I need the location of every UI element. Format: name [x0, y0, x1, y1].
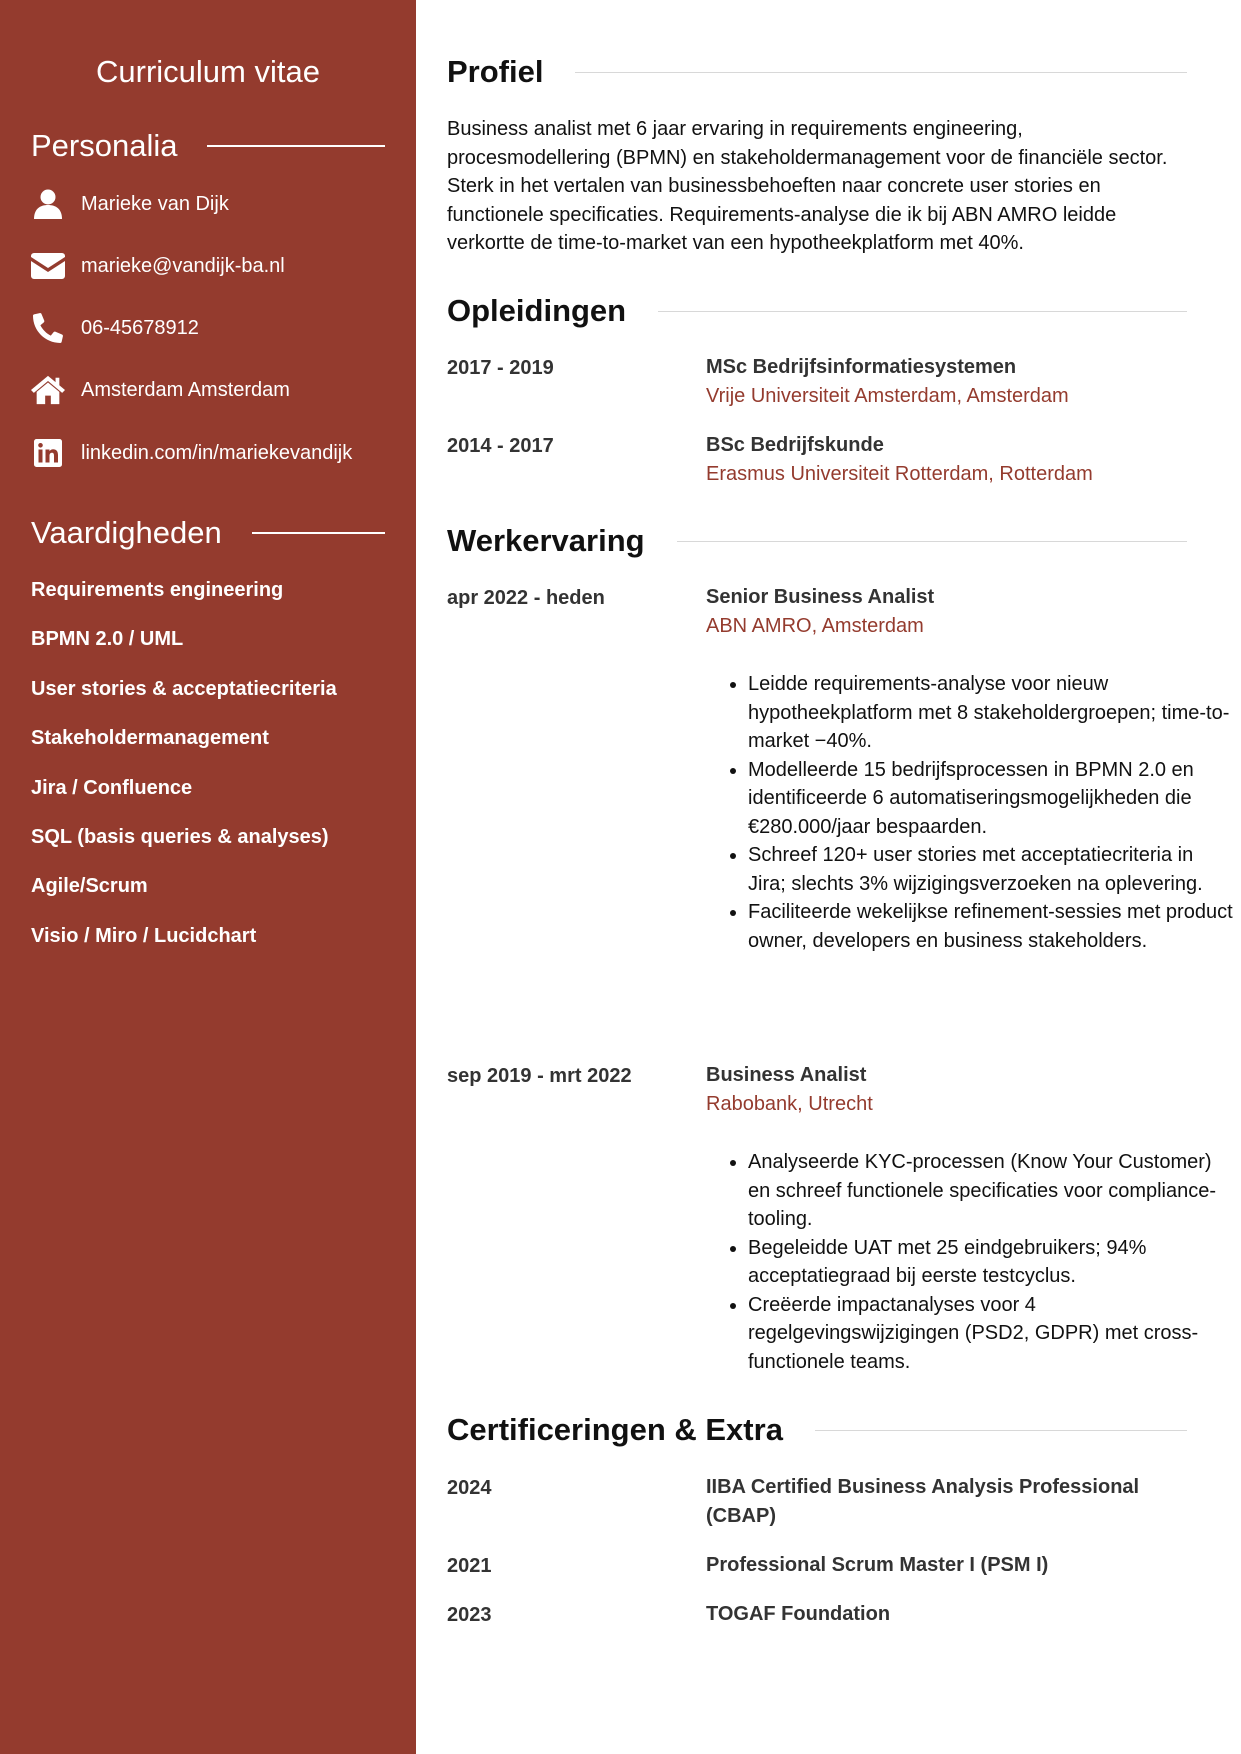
certifications-heading — [447, 1412, 1187, 1448]
education-heading-text: Opleidingen — [447, 293, 627, 328]
contact-name-text: Marieke van Dijk — [81, 192, 229, 215]
divider — [677, 541, 1187, 542]
bullet-item: • Begeleidde UAT met 25 eindgebruikers; 94% acceptatiegraad bij eerste testcyclus. — [748, 1234, 1233, 1291]
divider — [815, 1430, 1187, 1431]
home-icon — [31, 373, 65, 407]
bullet-item: • Creëerde impactanalyses voor 4 regelgevingswijzigingen (PSD2, GDPR) met cross-functionele teams. — [748, 1291, 1233, 1377]
experience-entry — [706, 583, 1191, 640]
bullet-item: • Analyseerde KYC-processen (Know Your Customer) en schreef functionele specificaties voor compliance-tooling. — [748, 1148, 1233, 1234]
education-entry — [706, 431, 1191, 488]
certification-entry — [706, 1551, 1191, 1580]
profile-heading — [447, 54, 1187, 90]
profile-text: Business analist met 6 jaar ervaring in requirements engineering, procesmodellering (BPMN) en stakeholdermanagement voor de financiële sector. Sterk in het vertalen van businessbehoeften naar concrete user stories en functionele specificaties. Requirements-analyse die ik bij ABN AMRO leidde verkortte de time-to-market van een hypotheekplatform met 40%. — [447, 118, 1168, 254]
bullet-item: • Faciliteerde wekelijkse refinement-sessies met product owner, developers en business stakeholders. — [748, 898, 1233, 955]
contact-phone-text[interactable]: 06-45678912 — [81, 316, 199, 339]
experience-entry — [706, 1061, 1191, 1118]
experience-period: apr 2022 - heden — [447, 587, 605, 609]
education-institution: Erasmus Universiteit Rotterdam, Rotterdam — [706, 462, 1093, 485]
certification-entry — [706, 1600, 1191, 1629]
certification-entry — [706, 1473, 1191, 1530]
profile-heading-text: Profiel — [447, 54, 544, 89]
contact-phone[interactable] — [31, 311, 199, 345]
education-period: 2014 - 2017 — [447, 435, 554, 457]
certification-title: Professional Scrum Master I (PSM I) — [706, 1554, 1049, 1576]
divider — [575, 72, 1187, 73]
skills-heading-text: Vaardigheden — [31, 515, 222, 550]
personalia-heading-text: Personalia — [31, 128, 178, 163]
skill-item: BPMN 2.0 / UML — [31, 628, 184, 650]
skill-item: Agile/Scrum — [31, 875, 148, 897]
certification-year: 2023 — [447, 1604, 492, 1626]
bullet-item: • Modelleerde 15 bedrijfsprocessen in BPMN 2.0 en identificeerde 6 automatiseringsmogelijkheden die €280.000/jaar bespaarden. — [748, 756, 1233, 842]
education-title: BSc Bedrijfskunde — [706, 434, 884, 456]
contact-email-text[interactable]: marieke@vandijk-ba.nl — [81, 254, 285, 277]
skill-item: Jira / Confluence — [31, 777, 193, 799]
skill-item: Requirements engineering — [31, 579, 284, 601]
job-title: Business Analist — [706, 1064, 867, 1086]
education-entry — [706, 353, 1191, 410]
contact-name — [31, 187, 229, 221]
linkedin-icon — [31, 436, 65, 470]
education-title: MSc Bedrijfsinformatiesystemen — [706, 356, 1017, 378]
job-bullets — [706, 670, 1233, 955]
education-heading — [447, 293, 1187, 329]
bullet-item: • Schreef 120+ user stories met acceptatiecriteria in Jira; slechts 3% wijzigingsverzoeken na oplevering. — [748, 841, 1233, 898]
divider — [207, 145, 385, 147]
skill-item: Stakeholdermanagement — [31, 727, 269, 749]
job-employer: ABN AMRO, Amsterdam — [706, 614, 924, 637]
phone-icon — [31, 311, 65, 345]
education-period: 2017 - 2019 — [447, 357, 554, 379]
sidebar — [0, 0, 416, 1754]
user-icon — [31, 187, 65, 221]
certification-year: 2024 — [447, 1477, 492, 1499]
skills-heading — [31, 515, 385, 551]
education-institution: Vrije Universiteit Amsterdam, Amsterdam — [706, 384, 1069, 407]
contact-address-text: Amsterdam Amsterdam — [81, 378, 290, 401]
certification-title: TOGAF Foundation — [706, 1603, 891, 1625]
personalia-heading — [31, 128, 385, 164]
skill-item: SQL (basis queries & analyses) — [31, 826, 329, 848]
job-title: Senior Business Analist — [706, 586, 935, 608]
certification-title: IIBA Certified Business Analysis Professional (CBAP) — [706, 1476, 1140, 1527]
certifications-heading-text: Certificeringen & Extra — [447, 1412, 783, 1447]
bullet-item: • Leidde requirements-analyse voor nieuw hypotheekplatform met 8 stakeholdergroepen; time-to-market −40%. — [748, 670, 1233, 756]
job-bullets — [706, 1148, 1233, 1376]
skill-item: Visio / Miro / Lucidchart — [31, 925, 257, 947]
envelope-icon — [31, 249, 65, 283]
contact-email[interactable] — [31, 249, 285, 283]
experience-period: sep 2019 - mrt 2022 — [447, 1065, 632, 1087]
experience-heading — [447, 523, 1187, 559]
divider — [658, 311, 1187, 312]
skill-item: User stories & acceptatiecriteria — [31, 678, 337, 700]
experience-heading-text: Werkervaring — [447, 523, 645, 558]
contact-linkedin[interactable] — [31, 436, 352, 470]
contact-linkedin-text[interactable]: linkedin.com/in/mariekevandijk — [81, 441, 353, 464]
contact-address — [31, 373, 290, 407]
certification-year: 2021 — [447, 1555, 492, 1577]
job-employer: Rabobank, Utrecht — [706, 1092, 873, 1115]
divider — [252, 532, 385, 534]
cv-title: Curriculum vitae — [96, 54, 320, 89]
